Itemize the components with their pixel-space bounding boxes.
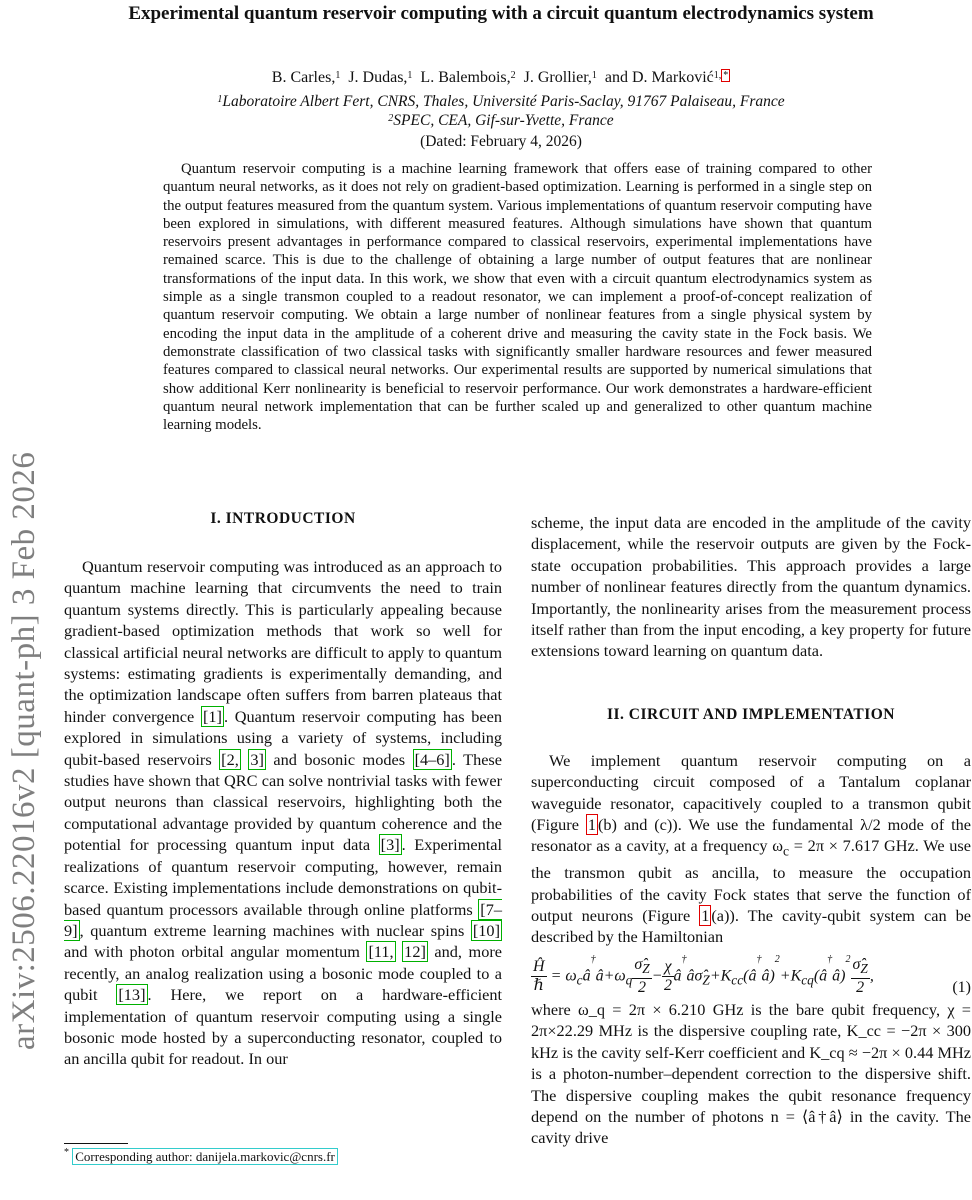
citation-link[interactable]: [10] [472, 920, 500, 940]
citation-link[interactable]: 12] [404, 942, 426, 962]
author: L. Balembois, [420, 69, 511, 86]
arxiv-stamp: arXiv:2506.22016v2 [quant-ph] 3 Feb 2026 [6, 451, 42, 1050]
author: and D. Marković [604, 69, 714, 86]
abstract: Quantum reservoir computing is a machine learning framework that offers ease of training compared to other quantum neural networks, as it does not rely on gradient-based optimization. Learning is performed in a single step on the output features measured from the quantum system. Various implementations of quantum reservoir computing have been explored in simulations, with different measured features. Although simulations have shown that quantum reservoirs present advantages in performance compared to classical reservoirs, experimental implementations have remained scarce. This is due to the challenge of obtaining a large number of output features that are nonlinear transformations of the input data. In this work, we show that even with a circuit quantum electrodynamics system as simple as a single transmon coupled to a readout resonator, we can implement a proof-of-concept realization of quantum reservoir computing. We obtain a large number of nonlinear features from a single physical system by encoding the input data in the amplitude of a coherent drive and measuring the cavity state in the Fock basis. We demonstrate classification of two classical tasks with significantly smaller hardware resources and fewer measured features compared to classical neural networks. Our experimental results are supported by numerical simulations that show additional Kerr nonlinearity is beneficial to reservoir performance. Our work demonstrates a hardware-efficient quantum neural network implementation that can be further scaled up and generalized to other quantum machine learning models. [163, 161, 872, 434]
citation-link[interactable]: [13] [118, 985, 146, 1005]
paper-title: Experimental quantum reservoir computing with a circuit quantum electrodynamics system [128, 3, 874, 24]
citation-link[interactable]: [7–9] [64, 899, 502, 940]
author: J. Grollier, [523, 69, 592, 86]
author: J. Dudas, [348, 69, 408, 86]
section-heading: II. CIRCUIT AND IMPLEMENTATION [606, 705, 895, 723]
affiliation-2: $^2$SPEC, CEA, Gif-sur-Yvette, France [388, 112, 614, 129]
section-heading: I. INTRODUCTION [210, 510, 356, 527]
corresponding-author-link[interactable]: Corresponding author: danijela.markovic@cnrs.fr [72, 1148, 338, 1165]
intro-paragraph: Quantum reservoir computing was introduced as an approach to quantum machine learning that circumvents the need to train quantum systems directly. This is particularly appealing because gradient-based optimization methods that work so well for classical artificial neural networks are difficult to apply to quantum systems: estimating gradients is experimentally demanding, and the optimization landscape often suffers from barren plateaus that hinder convergence [1] . Quantum reservoir computing has been explored in simulations using a variety of systems, including qubit-based reservoirs [2, 3] and bosonic modes [4–6] . These studies have shown that QRC can solve nontrivial tasks with fewer output neurons than classical reservoirs, highlighting both the computational advantage provided by quantum coherence and the potential for processing quantum input data [3] . Experimental realizations of quantum reservoir computing, however, remain scarce. Existing implementations include demonstrations on qubit-based quantum processors available through online platforms [7–9] , quantum extreme learning machines with nuclear spins [10] and with photon orbital angular momentum [11, 12] and, more recently, an analog realization using a bosonic mode coupled to a qubit [13] . Here, we report on a hardware-efficient implementation of quantum reservoir computing using a single bosonic mode hosted by a superconducting resonator, coupled to an ancilla qubit for readout. In our [64, 557, 503, 1069]
affiliation-1: $^1$Laboratoire Albert Fert, CNRS, Thales, Université Paris-Saclay, 91767 Palaiseau, France [217, 93, 785, 110]
footnote-rule [64, 1143, 128, 1144]
author-list: B. Carles,$^1$ J. Dudas,$^1$ L. Balembois,$^2$ J. Grollier,$^1$ and D. Marković$^{1,}$ * [271, 69, 729, 86]
figure-link[interactable]: 1 [587, 815, 596, 835]
circuit-paragraph: We implement quantum reservoir computing on a superconducting circuit composed of a Tantalum coplanar waveguide resonator, capacitively coupled to a transmon qubit (Figure 1 (b) and (c)). We use the fundamental λ/2 mode of the resonator as a cavity, at a frequency $\omega_c = 2\pi \times 7.617$ GHz. We use the transmon qubit as ancilla, to measure the occupation probabilities of the cavity Fock states that serve the function of output neurons (Figure 1 (a)). The cavity-qubit system can be described by the Hamiltonian [531, 750, 972, 947]
footnote: * Corresponding author: danijela.markovic@cnrs.fr [64, 1149, 338, 1165]
intro-paragraph-continued: scheme, the input data are encoded in the amplitude of the cavity displacement, while the reservoir outputs are given by the Fock-state occupation probabilities. This approach provides a large number of nonlinear features directly from the quantum dynamics. Importantly, the nonlinearity arises from the measurement process itself rather than from the input encoding, a key property for future extensions toward learning on quantum data. [531, 513, 971, 661]
citation-link[interactable]: [2, [221, 749, 239, 769]
hamiltonian-description: where ω_q = 2π × 6.210 GHz is the bare qubit frequency, χ = 2π×22.29 MHz is the dispersive coupling rate, K_cc = −2π × 300 kHz is the cavity self-Kerr coefficient and K_cq ≈ −2π × 0.44 MHz is a photon-number–dependent correction to the dispersive shift. The dispersive coupling makes the qubit resonance frequency depend on the number of photons n = ⟨â†â⟩ in the cavity. The cavity drive [531, 999, 971, 1148]
hamiltonian-equation: $\frac{Ĥ}{\text{ℏ}}$ = $\omega_câ^\dagger â+\omega_q$ $\frac{\sigmâ_Z}{2}$ − $\frac{\chi}{2}$ $â^\dagger â\sigmâ_Z+K_{cc}(â^\dagger â)^2+K_{cq}(â^\dagger â)^2$ $\frac{\sigmâ_Z}{2}$ , (1) [533, 953, 971, 996]
dated-line: (Dated: February 4, 2026) [420, 133, 582, 150]
citation-link[interactable]: [1] [202, 706, 222, 726]
citation-link[interactable]: [4–6] [414, 749, 450, 769]
author: B. Carles, [271, 69, 336, 86]
citation-link[interactable]: 3] [250, 749, 264, 769]
footnote-link[interactable]: * [723, 70, 729, 81]
right-column [531, 510, 971, 1149]
left-column [64, 510, 502, 1070]
citation-link[interactable]: [3] [380, 835, 400, 855]
equation-number: (1) [952, 978, 971, 996]
figure-link[interactable]: 1 [701, 905, 710, 925]
citation-link[interactable]: [11, [368, 942, 394, 962]
